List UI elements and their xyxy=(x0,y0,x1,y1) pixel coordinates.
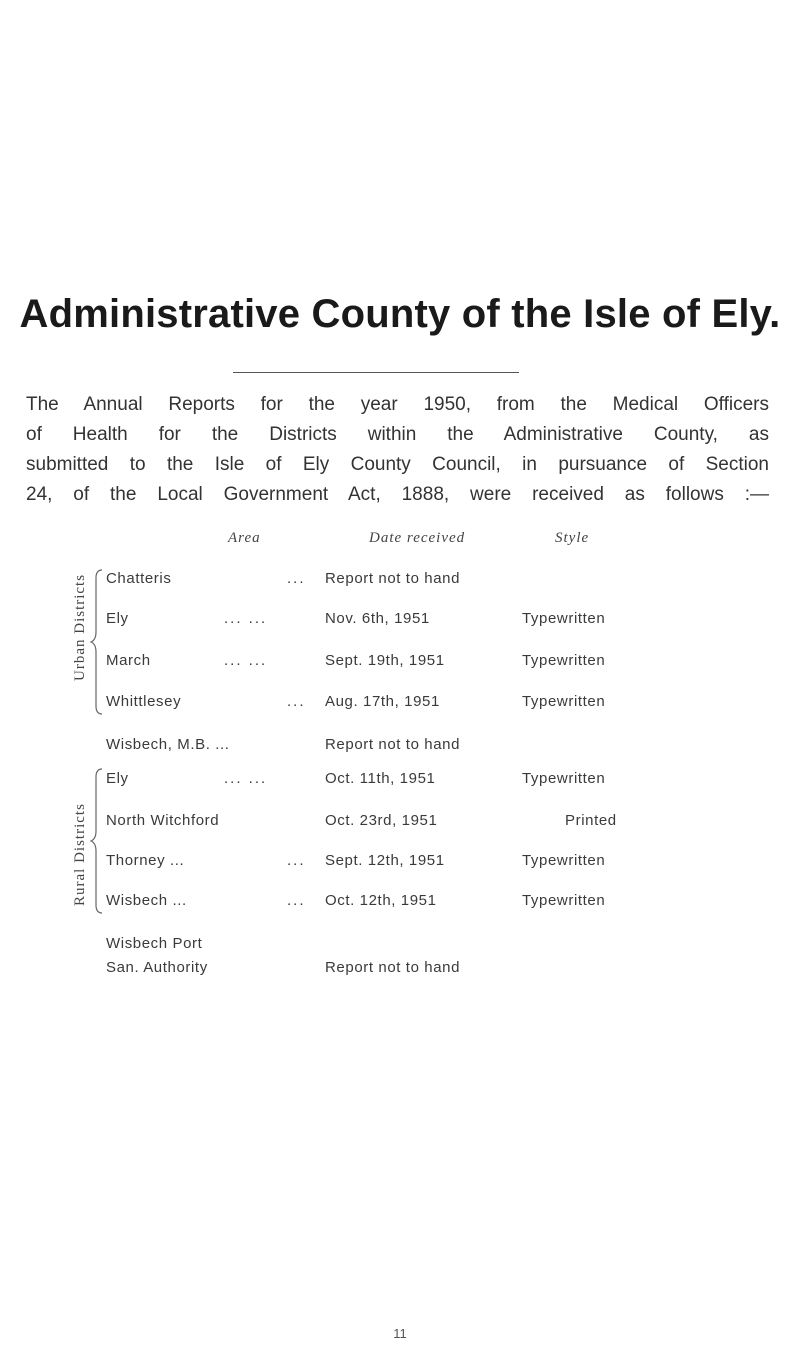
leader-dots: ... xyxy=(287,570,306,587)
header-area: Area xyxy=(228,530,261,546)
style-cell: Printed xyxy=(565,812,617,829)
area-cell: Thorney ... xyxy=(106,852,185,869)
date-cell: Report not to hand xyxy=(325,736,461,753)
intro-paragraph xyxy=(26,390,769,510)
area-cell: Ely xyxy=(106,610,129,627)
leader-dots: ... xyxy=(287,852,306,869)
header-date-received: Date received xyxy=(369,530,466,546)
leader-dots: ... ... xyxy=(224,610,268,627)
intro-line: submitted to the Isle of Ely County Council, in pursuance of Section xyxy=(26,454,769,475)
date-cell: Sept. 12th, 1951 xyxy=(325,852,445,869)
page-title: Administrative County of the Isle of Ely. xyxy=(19,292,781,336)
date-cell: Report not to hand xyxy=(325,570,461,587)
date-cell: Nov. 6th, 1951 xyxy=(325,610,430,627)
style-cell: Typewritten xyxy=(522,652,606,669)
area-cell: North Witchford xyxy=(106,812,220,829)
date-cell: Oct. 11th, 1951 xyxy=(325,770,436,787)
date-cell: Oct. 12th, 1951 xyxy=(325,892,437,909)
leader-dots: ... ... xyxy=(224,770,268,787)
style-cell: Typewritten xyxy=(522,892,606,909)
intro-line: of Health for the Districts within the Administrative County, as xyxy=(26,424,769,445)
urban-districts-label: Urban Districts xyxy=(72,573,88,681)
date-cell: Sept. 19th, 1951 xyxy=(325,652,445,669)
area-cell-continued: San. Authority xyxy=(106,959,208,976)
date-cell: Report not to hand xyxy=(325,959,461,976)
style-cell: Typewritten xyxy=(522,770,606,787)
leader-dots: ... xyxy=(287,693,306,710)
area-cell: Wisbech ... xyxy=(106,892,187,909)
area-cell: Whittlesey xyxy=(106,693,182,710)
style-cell: Typewritten xyxy=(522,610,606,627)
rural-districts-label: Rural Districts xyxy=(72,803,88,906)
area-cell: Ely xyxy=(106,770,129,787)
style-cell: Typewritten xyxy=(522,852,606,869)
leader-dots: ... xyxy=(287,892,306,909)
intro-line: 24, of the Local Government Act, 1888, were received as follows :— xyxy=(26,484,769,505)
intro-line: The Annual Reports for the year 1950, from the Medical Officers xyxy=(26,394,769,415)
area-cell: Chatteris xyxy=(106,570,172,587)
date-cell: Oct. 23rd, 1951 xyxy=(325,812,438,829)
leader-dots: ... ... xyxy=(224,652,268,669)
area-cell: March xyxy=(106,652,151,669)
title-underline xyxy=(233,372,519,373)
area-cell: Wisbech Port xyxy=(106,935,203,952)
date-cell: Aug. 17th, 1951 xyxy=(325,693,440,710)
area-cell: Wisbech, M.B. ... xyxy=(106,736,230,753)
style-cell: Typewritten xyxy=(522,693,606,710)
header-style: Style xyxy=(555,530,590,546)
page-number: 11 xyxy=(393,1326,407,1341)
